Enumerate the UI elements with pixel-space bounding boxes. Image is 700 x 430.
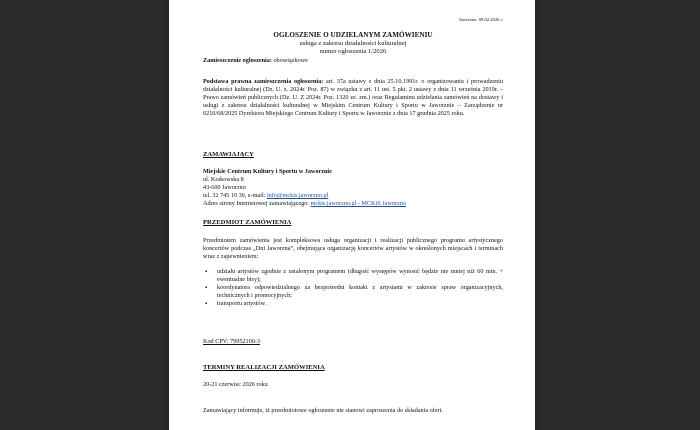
contracting-website — [203, 200, 503, 208]
announcement-number: numer ogłoszenia 1/2026 — [319, 48, 387, 55]
website-prefix: Adres strony Internetowej zamawiającego: — [203, 200, 311, 207]
title-block — [203, 31, 503, 56]
contracting-name: Miejskie Centrum Kultury i Sportu w Jaworznie — [203, 168, 332, 175]
document-title: OGŁOSZENIE O UDZIELANYM ZAMÓWIENIU — [273, 31, 433, 39]
document-page — [169, 0, 535, 430]
cpv-code: Kod CPV: 79952100-3 — [203, 338, 260, 345]
contracting-city: 43-600 Jaworzno — [203, 184, 246, 191]
subject-list-container — [203, 268, 503, 308]
placement-line — [203, 57, 503, 65]
legal-basis-text: art. 37a ustawy z dnia 25.10.1991r. o organizowaniu i prowadzeniu działalności kulturalnej (Dz. U. z. 2024r. Poz. 87) w związku z art. 11 ust. 5 pkt. 2 ustawy z dnia 11 września 2019r. – Prawo zamówień publicznych (Dz. U. Z 2024r. Poz. 1320 ze. zm.) oraz Regulaminu udzielania zamówień na dostawy i usługi z zakresu działalności kulturalnej w Miejskim Centrum Kultury i Sportu w Jaworznie – Zarządzenie nr 0210/68/2025 Dyrektora Miejskiego Centrum Kultury i Sportu w Jaworznie z dnia 17 grudnia 2025 roku. — [203, 78, 503, 117]
subject-list-item: ▪ udziału artystów zgodnie z ustalonym programem (długość występów wynosić będzie nie mniej niż 60 min. + ewentualne bisy); — [217, 268, 503, 284]
website-link[interactable]: mckis.jaworzno.pl - MCKiS Jaworzno — [310, 200, 406, 207]
contracting-details — [203, 168, 503, 208]
terms-heading: TERMINY REALIZACJI ZAMÓWIENIA — [203, 364, 325, 371]
contact-prefix: tel. 32 745 10 30, e-mail: — [203, 192, 267, 199]
contracting-contact — [203, 192, 503, 200]
notice-text: Zamawiający informuje, iż przedmiotowe ogłoszenie nie stanowi zaproszenia do składania ofert. — [203, 407, 443, 414]
legal-basis-label: Podstawa prawna zamieszczenia ogłoszenia: — [203, 78, 324, 85]
contracting-heading: ZAMAWIAJĄCY — [203, 151, 254, 158]
contracting-street: ul. Krakowska 8 — [203, 176, 244, 183]
placement-value: obowiązkowe — [271, 57, 308, 64]
email-link[interactable]: info@mckis.jaworzno.pl — [266, 192, 329, 199]
terms-value: 20-21 czerwiec 2026 roku — [203, 381, 268, 388]
legal-basis — [203, 78, 503, 118]
subject-list-item: ▪ koordynatora odpowiedzialnego za bezpośredni kontakt z artystami w zakresie spraw organizacyjnych, technicznych i promocyjnych; — [217, 284, 503, 300]
subject-list-item: ▪ transportu artystów. — [217, 300, 503, 308]
placement-label: Zamieszczenie ogłoszenia: — [203, 57, 272, 64]
subject-list — [203, 268, 503, 308]
document-subtitle: usługa z zakresu działalności kulturalnej — [299, 40, 407, 47]
document-date: Jaworzno, 09.02.2026 r. — [458, 17, 503, 22]
subject-heading: PRZEDMIOT ZAMÓWIENIA — [203, 219, 292, 226]
subject-intro: Przedmiotem zamówienia jest kompleksowa usługa organizacji i realizacji publicznego programu artystycznego koncertów podczas „Dni Jaworzna”, obejmująca organizację koncertów artystów w określonych miejscach i terminach wraz z zapewnieniem: — [203, 237, 503, 260]
